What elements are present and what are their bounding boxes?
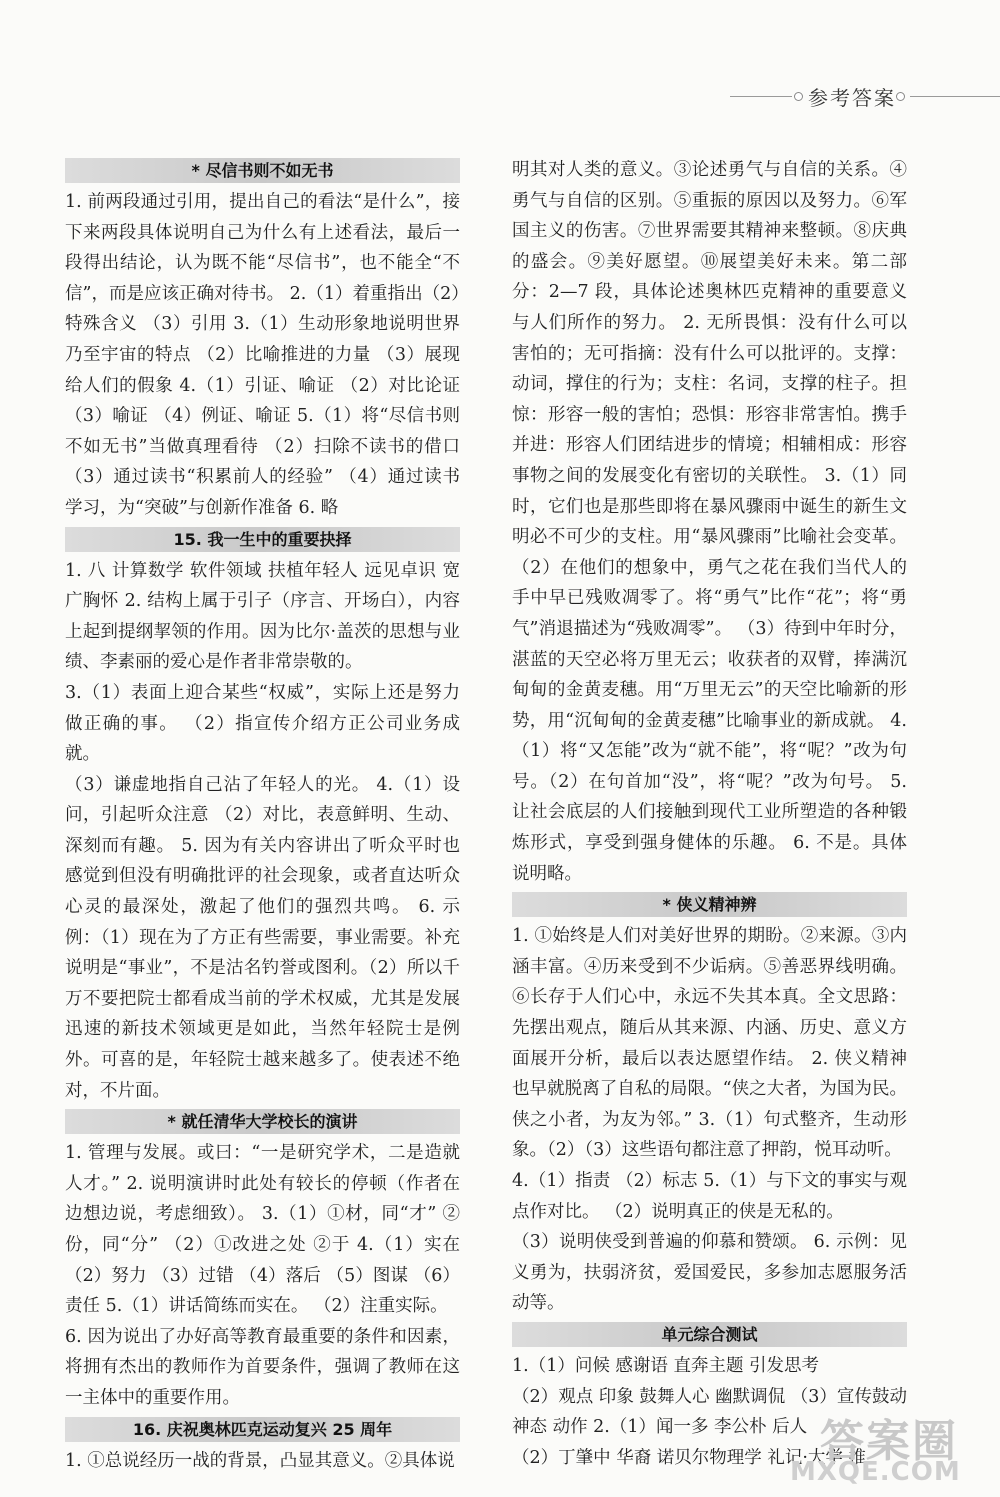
section-heading: 单元综合测试 [512,1322,907,1347]
watermark-logo: 答案圈 [820,1416,958,1467]
section-heading: * 尽信书则不如无书 [65,158,460,183]
header-ornament-left [794,92,803,101]
answer-paragraph: 明其对人类的意义。③论述勇气与自信的关系。④勇气与自信的区别。⑤重振的原因以及努力。⑥军国主义的伤害。⑦世界需要其精神来整顿。⑧庆典的盛会。⑨美好愿望。⑩展望美好未来。第二部分：2—7 段，具体论述奥林匹克精神的重要意义与人们所作的努力。 2. 无所畏惧：没有什么可以害怕的；无可指摘：没有什么可以批评的。支撑：动词，撑住的行为；支柱：名词，支撑的柱子。担惊：形容一般的害怕；恐惧：形容非常害怕。携手并进：形容人们团结进步的情境；相辅相成：形容事物之间的发展变化有密切的关联性。 3.（1）同时，它们也是那些即将在暴风骤雨中诞生的新生文明必不可少的支柱。用“暴风骤雨”比喻社会变革。 （2）在他们的想象中，勇气之花在我们当代人的手中早已残败凋零了。将“勇气”比作“花”；将“勇气”消退描述为“残败凋零”。 （3）待到中年时分，湛蓝的天空必将万里无云；收获者的双臂，捧满沉甸甸的金黄麦穗。用“万里无云”的天空比喻新的形势，用“沉甸甸的金黄麦穗”比喻事业的新成就。 4.（1）将“又怎能”改为“就不能”，将“呢？”改为句号。（2）在句首加“没”，将“呢？”改为句号。 5. 让社会底层的人们接触到现代工业所塑造的各种锻炼形式，享受到强身健体的乐趣。 6. 不是。具体说明略。 [512,160,907,884]
answer-paragraph: 4.（1）指责 （2）标志 5.（1）与下文的事实与观点作对比。 （2）说明真正的侠是无私的。 [512,1171,907,1222]
page-header [730,82,1000,112]
answer-paragraph: 1. 八 计算数学 软件领域 扶植年轻人 远见卓识 宽广胸怀 2. 结构上属于引子（序言、开场白），内容上起到提纲挈领的作用。因为比尔·盖茨的思想与业绩、李素丽的爱心是作者非常崇敬的。 [65,560,460,673]
answer-paragraph: 1. ①始终是人们对美好世界的期盼。②来源。③内涵丰富。④历来受到不少诟病。⑤善恶界线明确。⑥长存于人们心中，永远不失其本真。全文思路：先摆出观点，随后从其来源、内涵、历史、意义方面展开分析，最后以表达愿望作结。 2. 侠义精神也早就脱离了自私的局限。“侠之大者，为国为民。侠之小者，为友为邻。” 3.（1）句式整齐，生动形象。（2）（3）这些语句都注意了押韵，悦耳动听。 [512,926,907,1161]
watermark-url: MXQE.COM [790,1457,961,1487]
answer-paragraph: 6. 因为说出了办好高等教育最重要的条件和因素，将拥有杰出的教师作为首要条件，强调了教师在这一主体中的重要作用。 [65,1326,460,1408]
answer-paragraph: 1. ①总说经历一战的背景，凸显其意义。②具体说 [65,1450,455,1471]
answer-paragraph: 3.（1）表面上迎合某些“权威”，实际上还是努力做正确的事。 （2）指宣传介绍方正公司业务成就。 [65,682,460,765]
section-heading: * 侠义精神辨 [512,892,907,917]
header-title: 参考答案 [808,86,896,110]
header-rule-right [910,96,1000,97]
left-column [65,155,460,1476]
section-heading: * 就任清华大学校长的演讲 [65,1109,460,1134]
answer-paragraph: 1. 管理与发展。或曰：“一是研究学术，二是造就人才。” 2. 说明演讲时此处有较长的停顿（作者在边想边说，考虑细致）。 3.（1）①材，同“才” ②份，同“分” （2）①改进之处 ②于 4.（1）实在 （2）努力 （3）过错 （4）落后 （5）图谋 （6）责任 5.（1）讲话简练而实在。 （2）注重实际。 [65,1143,460,1317]
answer-paragraph: （2）丁肇中 华裔 诺贝尔物理学 礼记·大学 推 [512,1447,866,1468]
answer-paragraph: （3）谦虚地指自己沾了年轻人的光。 4.（1）设问，引起听众注意 （2）对比，表意鲜明、生动、深刻而有趣。 5. 因为有关内容讲出了听众平时也感觉到但没有明确批评的社会现象，或者直达听众心灵的最深处，激起了他们的强烈共鸣。 6. 示例：（1）现在为了方正有些需要，事业需要。补充说明是“事业”，不是沽名钓誉或图利。（2）所以千万不要把院士都看成当前的学术权威，尤其是发展迅速的新技术领域更是如此，当然年轻院士是例外。可喜的是，年轻院士越来越多了。使表述不绝对，不片面。 [65,774,460,1101]
header-ornament-right [896,92,905,101]
section-heading: 16. 庆祝奥林匹克运动复兴 25 周年 [65,1417,460,1442]
watermark [790,1405,990,1490]
right-column [512,155,907,1473]
answer-paragraph: 1. 前两段通过引用，提出自己的看法“是什么”，接下来两段具体说明自己为什么有上述看法，最后一段得出结论，认为既不能“尽信书”，也不能全“不信”，而是应该正确对待书。 2.（1）着重指出（2）特殊含义 （3）引用 3.（1）生动形象地说明世界乃至宇宙的特点 （2）比喻推进的力量 （3）展现给人们的假象 4.（1）引证、喻证 （2）对比论证 （3）喻证 （4）例证、喻证 5.（1）将“尽信书则不如无书”当做真理看待 （2）扫除不读书的借口 （3）通过读书“积累前人的经验” （4）通过读书学习，为“突破”与创新作准备 6. 略 [65,192,460,518]
answer-paragraph: （2）观点 印象 鼓舞人心 幽默调侃 （3）宣传鼓动 神态 动作 2.（1）闻一多 李公朴 后人 [512,1386,907,1438]
answer-paragraph: 1.（1）问候 感谢语 直奔主题 引发思考 [512,1355,820,1376]
section-heading: 15. 我一生中的重要抉择 [65,527,460,552]
answer-paragraph: （3）说明侠受到普遍的仰慕和赞颂。 6. 示例：见义勇为，扶弱济贫，爱国爱民，多参加志愿服务活动等。 [512,1232,907,1314]
header-rule-left [730,96,792,97]
